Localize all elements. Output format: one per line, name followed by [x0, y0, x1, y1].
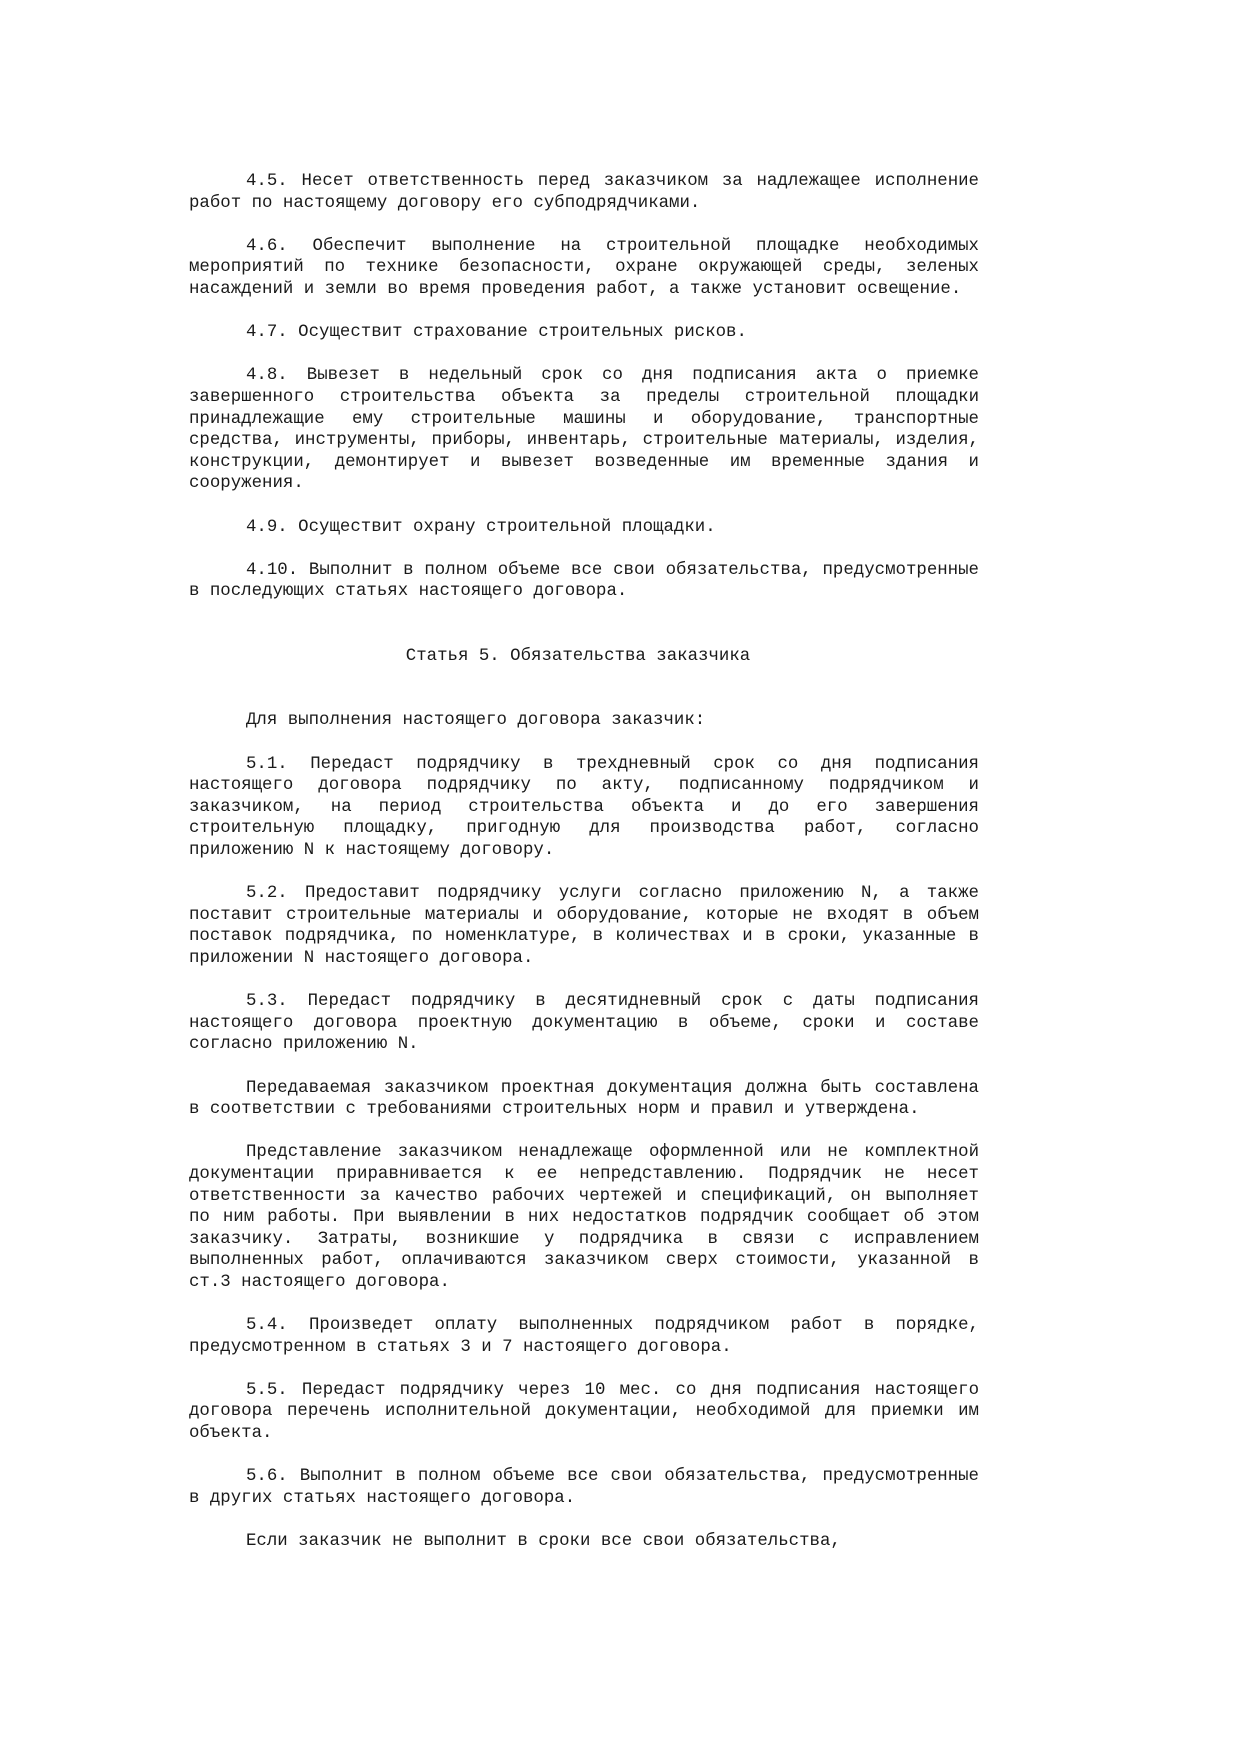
paragraph-5-3-documentation: Передаваемая заказчиком проектная документация должна быть составлена в соответствии с требованиями строительных норм и правил и утверждена.	[189, 1078, 979, 1120]
paragraph-4-10: 4.10. Выполнит в полном объеме все свои обязательства, предусмотренные в последующих статьях настоящего договора.	[189, 560, 979, 602]
paragraph-5-intro: Для выполнения настоящего договора заказчик:	[246, 711, 706, 731]
paragraph-4-7: 4.7. Осуществит страхование строительных рисков.	[246, 323, 747, 343]
paragraph-5-3-improper-documentation: Представление заказчиком ненадлежаще оформленной или не комплектной документации приравнивается к ее непредставлению. Подрядчик не несет ответственности за качество рабочих чертежей и спецификаций, он выполняет по ним работы. При выявлении в них недостатков подрядчик сообщает об этом заказчику. Затраты, возникшие у подрядчика в связи с исправлением выполненных работ, оплачиваются заказчиком сверх стоимости, указанной в ст.3 настоящего договора.	[189, 1143, 979, 1292]
paragraph-5-6: 5.6. Выполнит в полном объеме все свои обязательства, предусмотренные в других статьях настоящего договора.	[189, 1467, 979, 1508]
paragraph-4-6: 4.6. Обеспечит выполнение на строительной площадке необходимых мероприятий по технике безопасности, охране окружающей среды, зеленых насаждений и земли во время проведения работ, а также установит освещение.	[189, 236, 979, 299]
paragraph-5-4: 5.4. Произведет оплату выполненных подрядчиком работ в порядке, предусмотренном в статьях 3 и 7 настоящего договора.	[189, 1316, 979, 1357]
paragraph-5-1: 5.1. Передаст подрядчику в трехдневный срок со дня подписания настоящего договора подрядчику по акту, подписанному подрядчиком и заказчиком, на период строительства объекта и до его завершения строительную площадку, пригодную для производства работ, согласно приложению N к настоящему договору.	[189, 754, 979, 861]
paragraph-5-customer-default: Если заказчик не выполнит в сроки все свои обязательства,	[246, 1532, 841, 1552]
paragraph-5-2: 5.2. Предоставит подрядчику услуги согласно приложению N, а также поставит строительные материалы и оборудование, которые не входят в объем поставок подрядчика, по номенклатуре, в количествах и в сроки, указанные в приложении N настоящего договора.	[189, 884, 979, 968]
paragraph-4-8: 4.8. Вывезет в недельный срок со дня подписания акта о приемке завершенного строительства объекта за пределы строительной площадки принадлежащие ему строительные машины и оборудование, транспортные средства, инструменты, приборы, инвентарь, строительные материалы, изделия, конструкции, демонтирует и вывезет возведенные им временные здания и сооружения.	[189, 366, 979, 494]
paragraph-5-3: 5.3. Передаст подрядчику в десятидневный срок с даты подписания настоящего договора проектную документацию в объеме, сроки и составе согласно приложению N.	[189, 992, 979, 1055]
paragraph-4-9: 4.9. Осуществит охрану строительной площадки.	[246, 517, 716, 537]
article-5-heading: Статья 5. Обязательства заказчика	[405, 646, 751, 666]
paragraph-5-5: 5.5. Передаст подрядчику через 10 мес. со дня подписания настоящего договора перечень исполнительной документации, необходимой для приемки им объекта.	[189, 1380, 979, 1444]
document-page	[189, 171, 979, 1553]
paragraph-4-5: 4.5. Несет ответственность перед заказчиком за надлежащее исполнение работ по настоящему договору его субподрядчиками.	[189, 172, 979, 213]
